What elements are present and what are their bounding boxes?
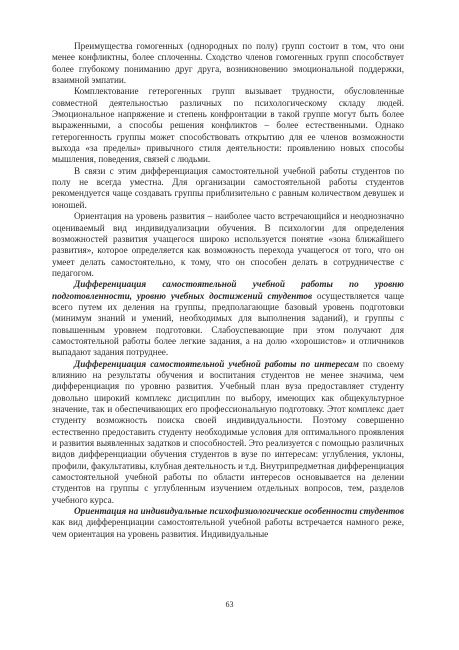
paragraph-text: В связи с этим дифференциация самостоятельной учебной работы студентов по полу не всегда уместна. Для организации самостоятельной работы студентов рекомендуется чаще создавать группы приблизительно с равным количеством девушек и юношей.	[52, 165, 404, 210]
paragraph-text: Ориентация на уровень развития – наиболее часто встречающийся и неоднозначно оцениваемый вид индивидуализации обучения. В психологии для определения возможностей развития учащегося широко используется понятие «зона ближайшего развития», которое определяется как возможность перехода учащегося от того, что он умеет делать самостоятельно, к тому, что он способен делать в сотрудничестве с педагогом.	[52, 211, 404, 278]
paragraph-heading: Дифференциация самостоятельной учебной работы по интересам	[74, 358, 359, 369]
paragraph-gender-differentiation	[52, 166, 404, 211]
paragraph-text: осуществляется чаще всего путем их деления на группы, предполагающие базовый уровень подготовки (минимум знаний и умений, необходимых для выполнения заданий), и группы с повышенным уровнем подготовки. Слабоуспевающие при этом получают для самостоятельной работы более легкие задания, а на долю «хорошистов» и отличников выпадают задания потруднее.	[52, 290, 404, 358]
paragraph-psychophysiological-orientation	[52, 506, 404, 540]
paragraph-heterogeneous-groups	[52, 86, 404, 165]
paragraph-preparedness-differentiation	[52, 279, 404, 358]
page-number: 63	[225, 600, 234, 609]
paragraph-text: по своему влиянию на результаты обучения и воспитания студентов не менее значима, чем дифференциация по уровню развития. Учебный план вуза предоставляет студенту довольно широкий комплекс дисциплин по выбору, имеющих как общекультурное значение, так и обеспечивающих его профессиональную подготовку. Этот комплекс дает студенту возможность поиска своей индивидуальности. Поэтому совершенно естественно предоставить студенту необходимые условия для оптимального проявления и развития выявленных задатков и способностей. Это реализуется с помощью различных видов дифференциации обучения студентов в вузе по интересам: углубления, уклоны, профили, факультативы, клубная деятельность и т.д. Внутрипредметная дифференциация самостоятельной учебной работы по области интересов основывается на делении студентов на группы с углубленным изучением отдельных вопросов, тем, разделов учебного курса.	[52, 358, 405, 505]
document-page	[52, 41, 404, 540]
paragraph-heading: Ориентация на индивидуальные психофизиологические особенности студентов	[74, 506, 404, 517]
paragraph-development-level	[52, 211, 404, 279]
paragraph-text: Преимущества гомогенных (однородных по полу) групп состоит в том, что они менее конфликтны, более сплоченны. Сходство членов гомогенных групп способствует более глубокому пониманию друг друга, возникновению эмоциональной поддержки, взаимной эмпатии.	[52, 41, 404, 86]
paragraph-heading: Дифференциация самостоятельной учебной работы по уровню подготовленности, уровню учебных достижений студентов	[52, 279, 404, 301]
paragraph-homogeneous-groups	[52, 41, 404, 86]
paragraph-text: Комплектование гетерогенных групп вызывает трудности, обусловленные совместной деятельностью различных по психологическому складу людей. Эмоциональное напряжение и степень конфронтации в такой группе могут быть более выраженными, а способы решения конфликтов – более естественными. Однако гетерогенность группы может способствовать открытию для ее членов возможности выхода «за пределы» привычного стиля деятельности: проявлению новых способы мышления, поведения, связей с людьми.	[52, 86, 404, 165]
paragraph-interests-differentiation	[52, 359, 404, 506]
paragraph-text: как вид дифференциации самостоятельной учебной работы встречается намного реже, чем ориентация на уровень развития. Индивидуальные	[52, 517, 404, 539]
